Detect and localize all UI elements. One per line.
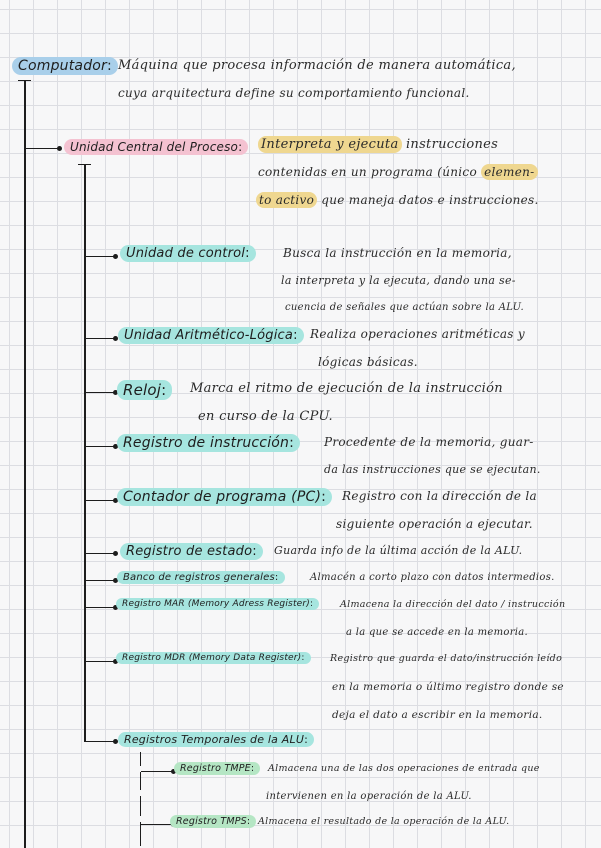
temp-tree-dash xyxy=(140,752,141,766)
component-term: Registro MDR (Memory Data Register): xyxy=(116,652,311,664)
component-def: cuencia de señales que actúan sobre la ALU. xyxy=(285,302,524,313)
component-def: en la memoria o último registro donde se xyxy=(332,681,564,693)
branch-dot xyxy=(113,254,118,259)
temporal-def: Almacena una de las dos operaciones de entrada que xyxy=(268,763,540,774)
temporal-def: intervienen en la operación de la ALU. xyxy=(266,791,472,802)
component-def: la interpreta y la ejecuta, dando una se- xyxy=(281,274,516,287)
computador-def-line1: Máquina que procesa información de manera automática, xyxy=(118,58,516,73)
main-tree-cap xyxy=(18,80,31,81)
temp-tree-dash xyxy=(140,796,141,816)
ucp-tree-cap xyxy=(78,164,91,165)
component-term: Reloj: xyxy=(117,380,172,400)
temp-tree-dash xyxy=(140,772,141,790)
branch-tmps xyxy=(141,824,173,825)
component-def: en curso de la CPU. xyxy=(198,409,333,424)
computador-term: Computador: xyxy=(12,57,118,75)
component-term: Registro de estado: xyxy=(120,543,263,560)
component-def: deja el dato a escribir en la memoria. xyxy=(332,709,543,721)
temporal-def: Almacena el resultado de la operación de la ALU. xyxy=(258,816,510,827)
ucp-highlight: Interpreta y ejecuta xyxy=(258,136,402,153)
ucp-def-line1: Interpreta y ejecuta instrucciones xyxy=(258,137,498,152)
component-term: Unidad Aritmético-Lógica: xyxy=(118,327,304,344)
branch-uc xyxy=(85,256,115,257)
component-def: Almacena la dirección del dato / instrucción xyxy=(340,599,566,610)
branch-reloj xyxy=(85,392,115,393)
component-def: da las instrucciones que se ejecutan. xyxy=(324,463,541,476)
component-def: Marca el ritmo de ejecución de la instrucción xyxy=(190,381,503,396)
computador-def-line2: cuya arquitectura define su comportamiento funcional. xyxy=(118,86,470,100)
temporal-term: Registro TMPS: xyxy=(170,815,256,828)
component-term: Contador de programa (PC): xyxy=(117,488,332,506)
ucp-def-line2: contenidas en un programa (único elemen- xyxy=(258,165,538,179)
temporal-term: Registro TMPE: xyxy=(174,762,260,775)
branch-banco xyxy=(85,580,115,581)
component-def: Busca la instrucción en la memoria, xyxy=(283,246,512,260)
ucp-highlight: elemen- xyxy=(481,164,537,180)
branch-ri xyxy=(85,446,115,447)
branch-mar xyxy=(85,607,115,608)
branch-estado xyxy=(85,553,115,554)
main-tree-line xyxy=(24,80,26,848)
component-def: siguiente operación a ejecutar. xyxy=(336,517,533,531)
ucp-def-line3: to activo que maneja datos e instrucciones. xyxy=(256,193,539,207)
ucp-branch-line xyxy=(25,148,59,149)
ucp-highlight: to activo xyxy=(256,192,317,208)
branch-dot xyxy=(113,551,118,556)
component-term: Registro MAR (Memory Adress Register): xyxy=(116,598,319,610)
ucp-term: Unidad Central del Proceso: xyxy=(64,139,248,155)
component-def: Procedente de la memoria, guar- xyxy=(324,435,534,449)
component-term: Registro de instrucción: xyxy=(117,434,300,452)
component-def: a la que se accede en la memoria. xyxy=(346,627,529,638)
branch-pc xyxy=(85,500,115,501)
component-term: Banco de registros generales: xyxy=(117,571,285,584)
component-term: Unidad de control: xyxy=(120,245,256,262)
branch-temp xyxy=(85,741,115,742)
component-def: Almacén a corto plazo con datos intermedios. xyxy=(310,572,555,583)
component-def: lógicas básicas. xyxy=(318,355,418,369)
branch-tmpe xyxy=(141,771,173,772)
component-term: Registros Temporales de la ALU: xyxy=(118,732,314,747)
component-def: Realiza operaciones aritméticas y xyxy=(310,327,525,341)
component-def: Registro con la dirección de la xyxy=(342,489,538,503)
branch-alu xyxy=(85,338,115,339)
temp-tree-dash xyxy=(140,822,141,846)
component-def: Registro que guarda el dato/instrucción leído xyxy=(330,653,563,664)
component-def: Guarda info de la última acción de la ALU. xyxy=(274,544,523,557)
ucp-branch-dot xyxy=(57,146,62,151)
branch-mdr xyxy=(85,661,115,662)
ucp-tree-line xyxy=(84,164,86,742)
